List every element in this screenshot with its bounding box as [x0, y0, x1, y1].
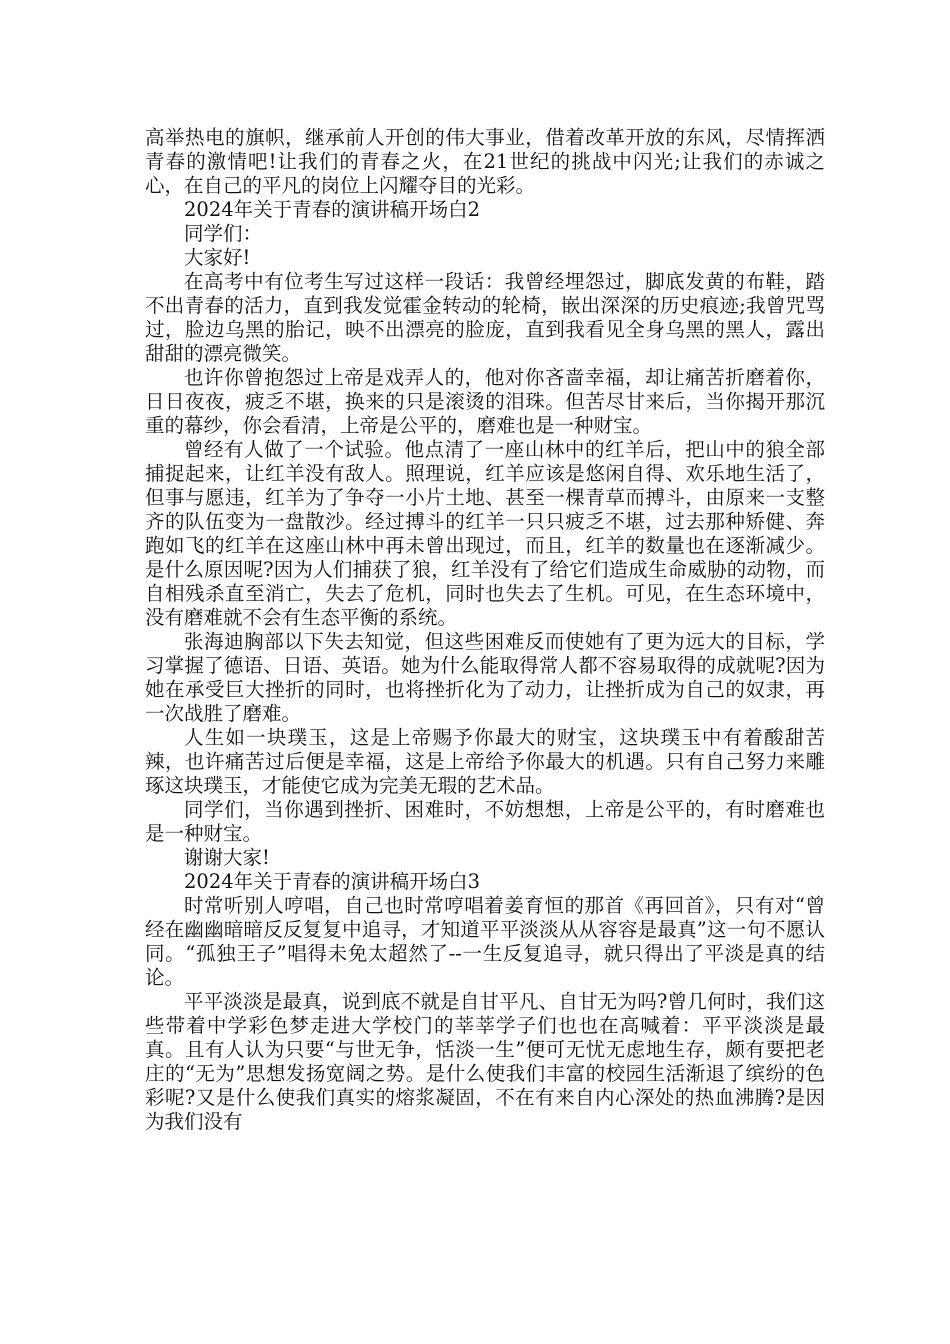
paragraph: 同学们，当你遇到挫折、困难时，不妨想想，上帝是公平的，有时磨难也是一种财宝。: [145, 798, 825, 845]
paragraph: 张海迪胸部以下失去知觉，但这些困难反而使她有了更为远大的目标，学习掌握了德语、日语、英语。她为什么能取得常人都不容易取得的成就呢?因为她在承受巨大挫折的同时，也将挫折化为了动力，让挫折成为自己的奴隶，再一次战胜了磨难。: [145, 630, 825, 725]
paragraph: 高举热电的旗帜，继承前人开创的伟大事业，借着改革开放的东风，尽情挥洒青春的激情吧!让我们的青春之火，在21世纪的挑战中闪光;让我们的赤诚之心，在自己的平凡的岗位上闪耀夺目的光彩。: [145, 126, 825, 197]
paragraph: 人生如一块璞玉，这是上帝赐予你最大的财宝，这块璞玉中有着酸甜苦辣，也许痛苦过后便是幸福，这是上帝给予你最大的机遇。只有自己努力来雕琢这块璞玉，才能使它成为完美无瑕的艺术品。: [145, 726, 825, 797]
paragraph: 在高考中有位考生写过这样一段话：我曾经埋怨过，脚底发黄的布鞋，踏不出青春的活力，直到我发觉霍金转动的轮椅，嵌出深深的历史痕迹;我曾咒骂过，脸边乌黑的胎记，映不出漂亮的脸庞，直到我看见全身乌黑的黑人，露出甜甜的漂亮微笑。: [145, 270, 825, 365]
paragraph: 平平淡淡是最真，说到底不就是自甘平凡、自甘无为吗?曾几何时，我们这些带着中学彩色梦走进大学校门的莘莘学子们也也在高喊着：平平淡淡是最真。且有人认为只要“与世无争，恬淡一生”便可无忧无虑地生存，颇有要把老庄的“无为”思想发扬宽阔之势。是什么使我们丰富的校园生活渐退了缤纷的色彩呢?又是什么使我们真实的熔浆凝固，不在有来自内心深处的热血沸腾?是因为我们没有: [145, 990, 825, 1133]
section-heading: 2024年关于青春的演讲稿开场白3: [184, 870, 481, 893]
document-body: [145, 126, 825, 1134]
salutation: 同学们：: [184, 222, 263, 245]
closing: 谢谢大家!: [184, 846, 270, 869]
greeting: 大家好!: [184, 246, 251, 269]
paragraph: 也许你曾抱怨过上帝是戏弄人的，他对你吝啬幸福，却让痛苦折磨着你，日日夜夜，疲乏不堪，换来的只是滚烫的泪珠。但苦尽甘来后，当你揭开那沉重的幕纱，你会看清，上帝是公平的，磨难也是一种财宝。: [145, 366, 825, 437]
paragraph: 曾经有人做了一个试验。他点清了一座山林中的红羊后，把山中的狼全部捕捉起来，让红羊没有敌人。照理说，红羊应该是悠闲自得、欢乐地生活了，但事与愿违，红羊为了争夺一小片土地、甚至一棵青草而搏斗，由原来一支整齐的队伍变为一盘散沙。经过搏斗的红羊一只只疲乏不堪，过去那种矫健、奔跑如飞的红羊在这座山林中再未曾出现过，而且，红羊的数量也在逐渐减少。是什么原因呢?因为人们捕获了狼，红羊没有了给它们造成生命威胁的动物，而自相残杀直至消亡，失去了危机，同时也失去了生机。可见，在生态环境中，没有磨难就不会有生态平衡的系统。: [145, 438, 825, 629]
paragraph: 时常听别人哼唱，自己也时常哼唱着姜育恒的那首《再回首》，只有对“曾经在幽幽暗暗反反复复中追寻，才知道平平淡淡从从容容是最真”这一句不愿认同。“孤独王子”唱得未免太超然了--一生反复追寻，就只得出了平淡是真的结论。: [145, 894, 825, 989]
section-heading: 2024年关于青春的演讲稿开场白2: [184, 198, 481, 221]
